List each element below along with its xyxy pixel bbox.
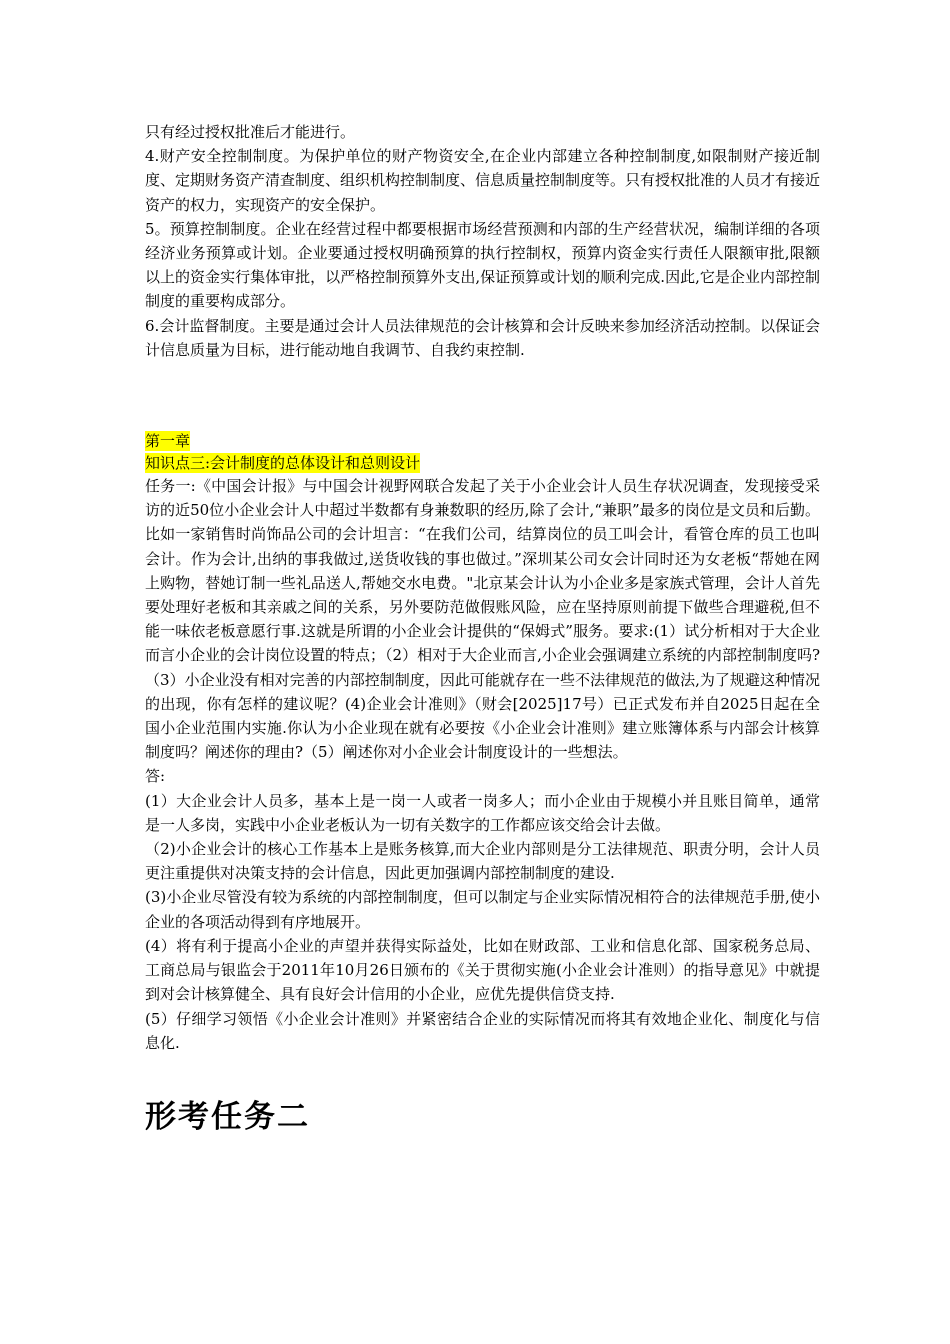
answer-label: 答: <box>145 767 166 786</box>
task-description: 任务一:《中国会计报》与中国会计视野网联合发起了关于小企业会计人员生存状况调查，发现接受采访的近50位小企业会计人中超过半数都有身兼数职的经历,除了会计,“兼职”最多的岗位是文员和后勤。比如一家销售时尚饰品公司的会计坦言：“在我们公司，结算岗位的员工叫会计，看管仓库的员工也叫会计。作为会计,出纳的事我做过,送货收钱的事也做过。”深圳某公司女会计同时还为女老板“帮她在网上购物，替她订制一些礼品送人,帮她交水电费。"北京某会计认为小企业多是家族式管理，会计人首先要处理好老板和其亲戚之间的关系，另外要防范做假账风险，应在坚持原则前提下做些合理避税,但不能一味依老板意愿行事.这就是所谓的小企业会计提供的“保姆式”服务。要求:(1）试分析相对于大企业而言小企业的会计岗位设置的特点；（2）相对于大企业而言,小企业会强调建立系统的内部控制制度吗?（3）小企业没有相对完善的内部控制制度，因此可能就存在一些不法律规范的做法,为了规避这种情况的出现，你有怎样的建议呢？(4)企业会计准则》（财会[2025]17号）已正式发布并自2025日起在全国小企业范围内实施.你认为小企业现在就有必要按《小企业会计准则》建立账簿体系与内部会计核算制度吗？阐述你的理由?（5）阐述你对小企业会计制度设计的一些想法。 <box>145 477 820 762</box>
paragraph: 5。预算控制制度。企业在经营过程中都要根据市场经营预测和内部的生产经营状况，编制详细的各项经济业务预算或计划。企业要通过授权明确预算的执行控制权，预算内资金实行责任人限额审批,限额以上的资金实行集体审批，以严格控制预算外支出,保证预算或计划的顺利完成.因此,它是企业内部控制制度的重要构成部分。 <box>145 219 820 311</box>
answer-item: (3)小企业尽管没有较为系统的内部控制制度，但可以制定与企业实际情况相符合的法律规范手册,使小企业的各项活动得到有序地展开。 <box>145 888 820 931</box>
answer-item: (5）仔细学习领悟《小企业会计准则》并紧密结合企业的实际情况而将其有效地企业化、制度化与信息化. <box>145 1009 820 1052</box>
paragraph: 4.财产安全控制制度。为保护单位的财产物资安全,在企业内部建立各种控制制度,如限制财产接近制度、定期财务资产清查制度、组织机构控制制度、信息质量控制制度等。只有授权批准的人员才有接近资产的权力，实现资产的安全保护。 <box>145 147 821 214</box>
document-page <box>145 120 820 1136</box>
chapter-label: 第一章 <box>145 432 191 451</box>
paragraph: 只有经过授权批准后才能进行。 <box>145 123 356 141</box>
paragraph: 6.会计监督制度。主要是通过会计人员法律规范的会计核算和会计反映来参加经济活动控制。以保证会计信息质量为目标，进行能动地自我调节、自我约束控制. <box>145 316 820 359</box>
spacer <box>145 362 820 430</box>
answer-item: (4）将有利于提高小企业的声望并获得实际益处，比如在财政部、工业和信息化部、国家税务总局、工商总局与银监会于2011年10月26日颁布的《关于贯彻实施(小企业会计准则）的指导意见》中就提到对会计核算健全、具有良好会计信用的小企业，应优先提供信贷支持. <box>145 936 820 1004</box>
answer-item: （2)小企业会计的核心工作基本上是账务核算,而大企业内部则是分工法律规范、职责分明，会计人员更注重提供对决策支持的会计信息，因此更加强调内部控制制度的建设. <box>145 840 820 883</box>
section-title: 形考任务二 <box>145 1098 310 1135</box>
answer-item: (1）大企业会计人员多，基本上是一岗一人或者一岗多人；而小企业由于规模小并且账目简单，通常是一人多岗，实践中小企业老板认为一切有关数字的工作都应该交给会计去做。 <box>145 791 820 834</box>
knowledge-point-heading: 知识点三:会计制度的总体设计和总则设计 <box>145 454 421 473</box>
